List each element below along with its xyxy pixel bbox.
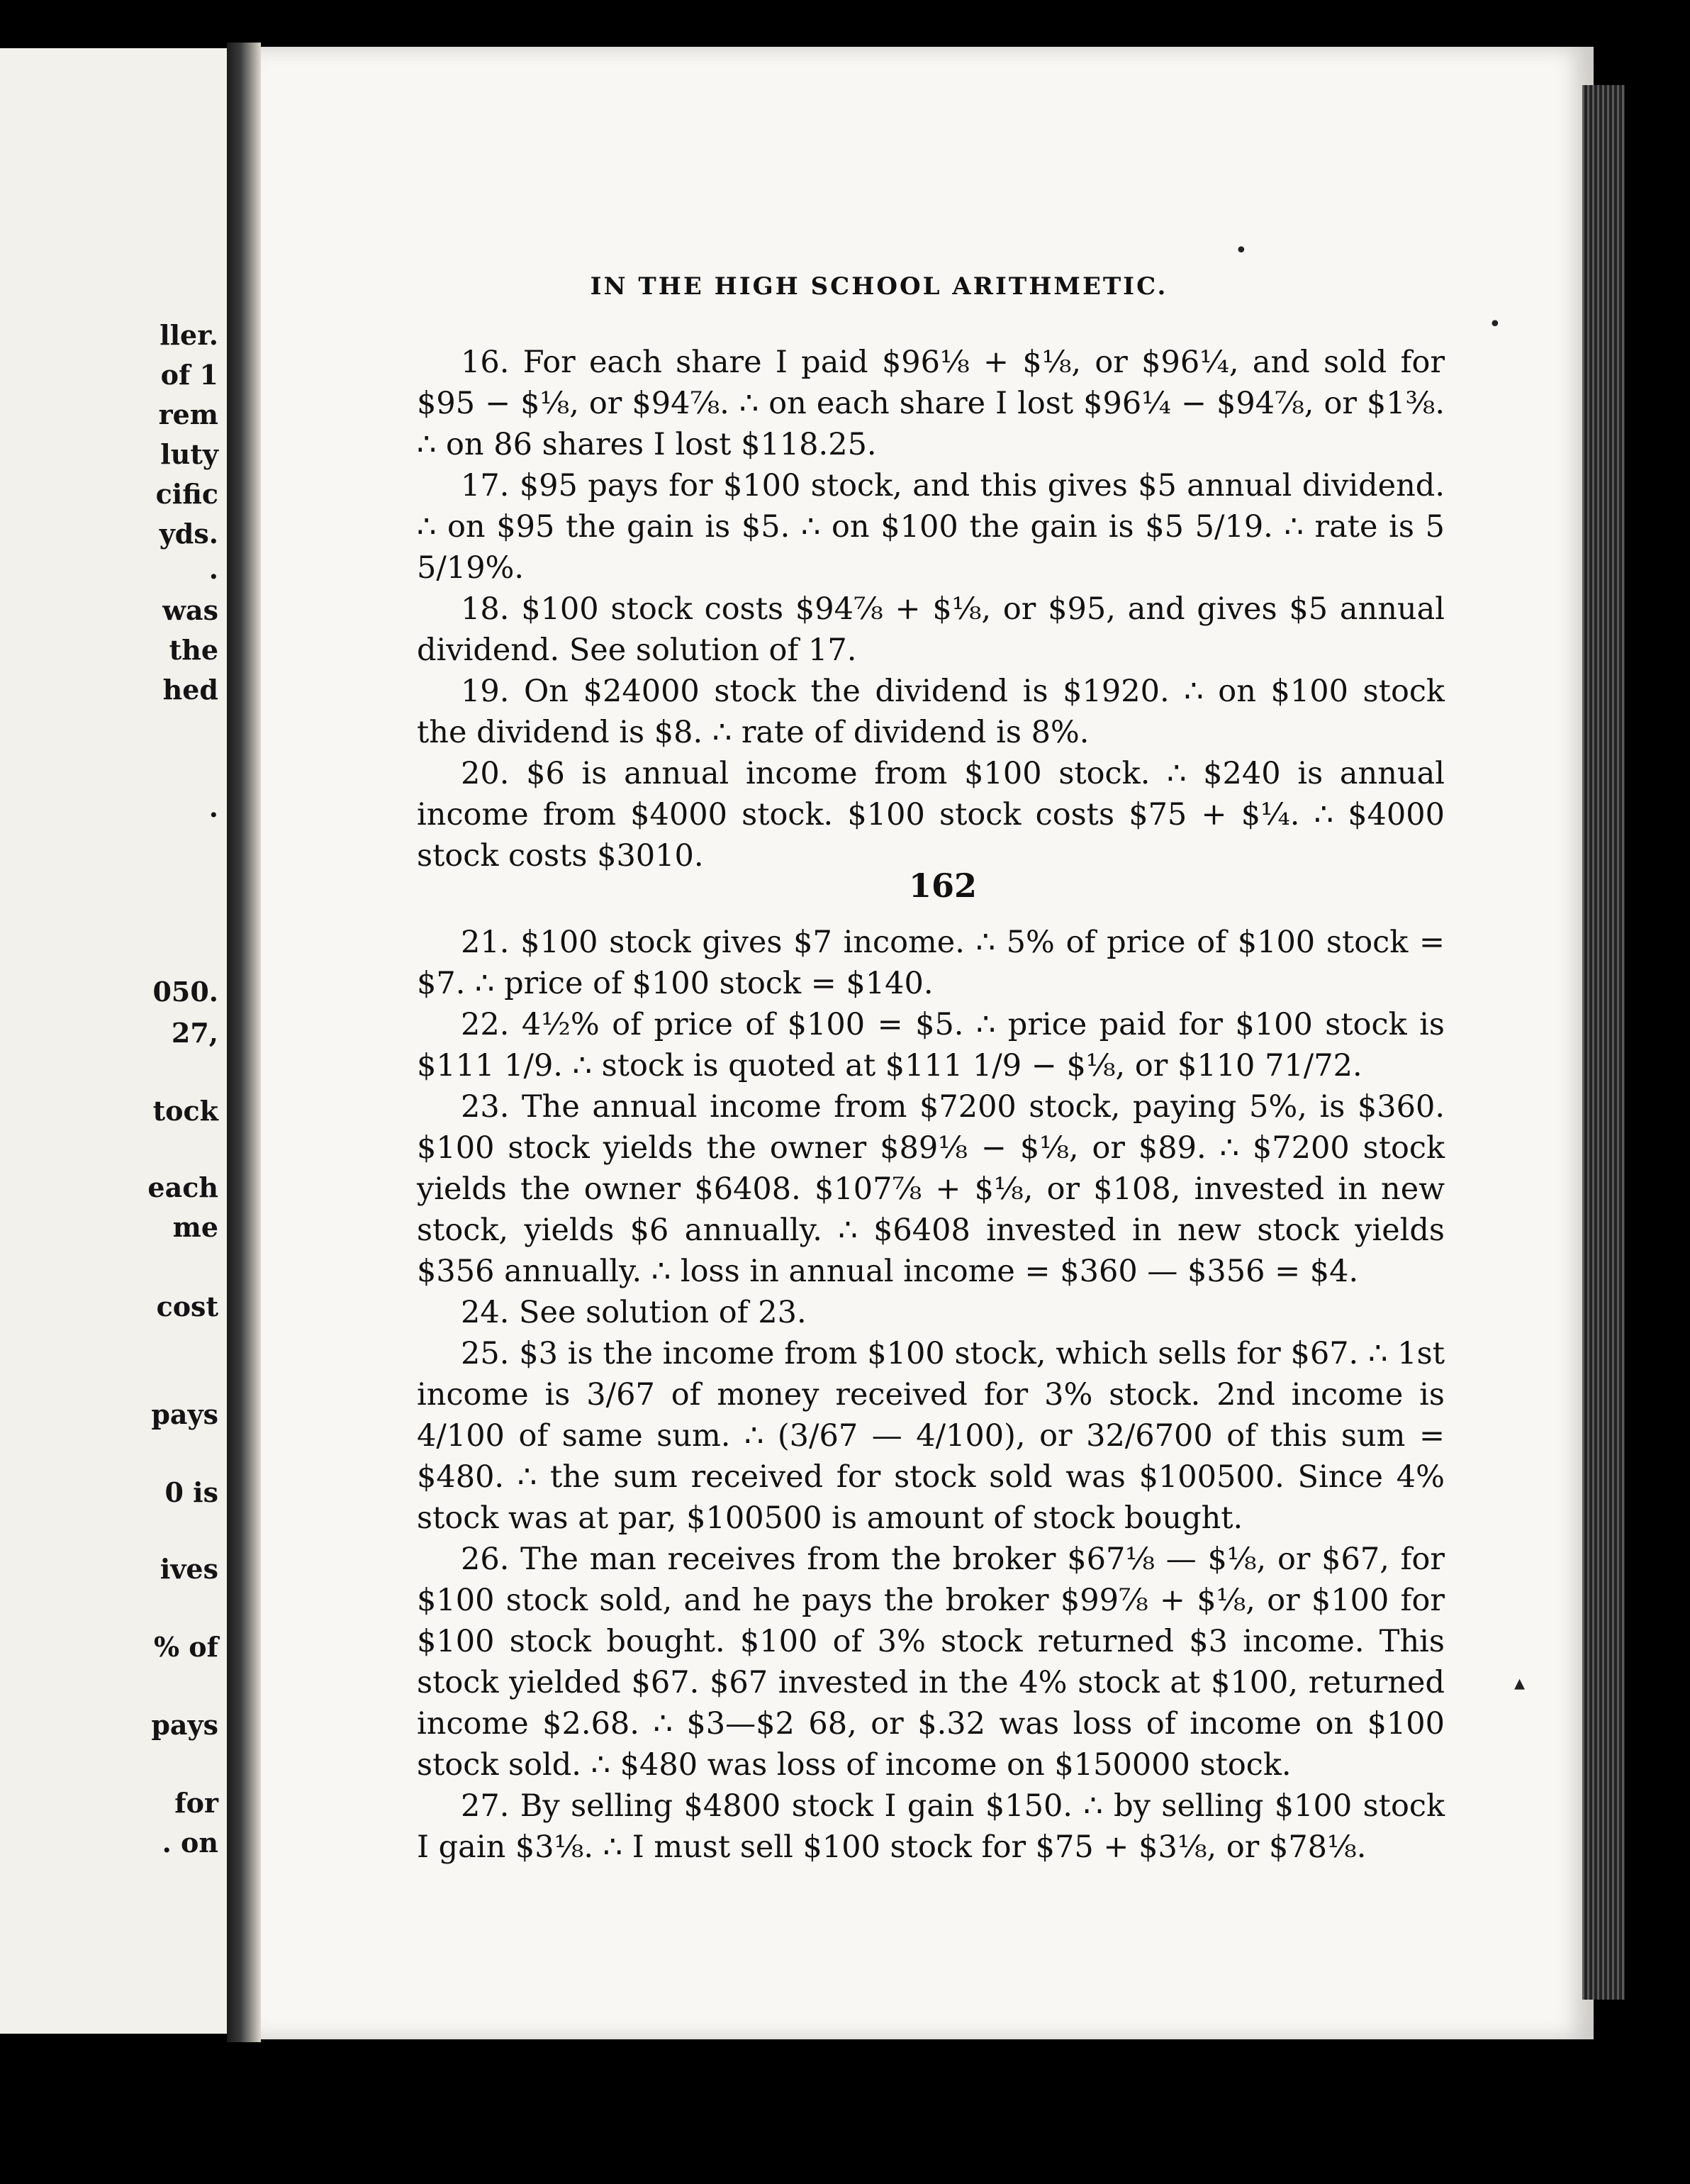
solution-paragraph: 24. See solution of 23. (461, 1295, 807, 1330)
left-fragment-line: 27, (171, 1017, 218, 1049)
left-fragment-line: % of (153, 1631, 218, 1663)
solution-paragraph: 19. On $24000 stock the dividend is $1920. ∴ on $100 stock the dividend is $8. ∴ rate of dividend is 8%. (417, 674, 1445, 750)
solution-paragraph: 16. For each share I paid $96⅛ + $⅛, or $96¼, and sold for $95 − $⅛, or $94⅞. ∴ on each share I lost $96¼ − $94⅞, or $1⅜. ∴ on 86 shares I lost $118.25. (417, 345, 1445, 462)
solution-paragraph: 23. The annual income from $7200 stock, paying 5%, is $360. $100 stock yields the owner $89⅛ − $⅛, or $89. ∴ $7200 stock yields the owner $6408. $107⅞ + $⅛, or $108, invested in new stock, yields $6 annually. ∴ $6408 invested in new stock yields $356 annually. ∴ loss in annual income = $360 — $356 = $4. (417, 1089, 1445, 1289)
solution-paragraph: 17. $95 pays for $100 stock, and this gives $5 annual dividend. ∴ on $95 the gain is $5. ∴ on $100 the gain is $5 5/19. ∴ rate is 5 5/19%. (417, 468, 1445, 586)
solution-paragraph: 21. $100 stock gives $7 income. ∴ 5% of price of $100 stock = $7. ∴ price of $100 stock = $140. (417, 925, 1445, 1001)
left-fragment-line: 050. (152, 976, 218, 1008)
speck-mark: ▴ (1514, 1671, 1526, 1695)
left-fragment-line: pays (151, 1398, 218, 1430)
left-fragment-line: . on (162, 1827, 218, 1859)
solution-paragraph: 20. $6 is annual income from $100 stock. ∴ $240 is annual income from $4000 stock. $100 stock costs $75 + $¼. ∴ $4000 stock costs $3010. (417, 756, 1445, 874)
left-fragment-line: yds. (159, 518, 218, 550)
left-fragment-line: pays (151, 1709, 218, 1741)
solution-paragraph: 18. $100 stock costs $94⅞ + $⅛, or $95, and gives $5 annual dividend. See solution of 17. (417, 591, 1445, 668)
left-fragment-line: me (172, 1211, 218, 1243)
page-number: 162 (908, 867, 978, 905)
left-page-fragment (0, 48, 230, 2034)
left-fragment-line: ller. (160, 319, 218, 351)
solution-paragraph: 25. $3 is the income from $100 stock, which sells for $67. ∴ 1st income is 3/67 of money received for 3% stock. 2nd income is 4/100 of same sum. ∴ (3/67 — 4/100), or 32/6700 of this sum = $480. ∴ the sum received for stock sold was $100500. Since 4% stock was at par, $100500 is amount of stock bought. (417, 1336, 1445, 1536)
left-fragment-line: tock (152, 1095, 218, 1127)
left-fragment-line: hed (162, 674, 218, 706)
left-fragment-line: each (147, 1171, 218, 1203)
left-fragment-line: of 1 (160, 359, 218, 391)
running-head: IN THE HIGH SCHOOL ARITHMETIC. (590, 272, 1168, 301)
left-fragment-line: . (208, 553, 218, 585)
page-edge-shadow (1582, 85, 1625, 2000)
left-fragment-line: for (174, 1787, 218, 1819)
left-fragment-line: luty (160, 438, 218, 470)
speck-mark: • (1235, 238, 1248, 263)
left-fragment-line: cific (155, 478, 218, 510)
left-fragment-line: was (162, 594, 218, 626)
solution-paragraph: 26. The man receives from the broker $67⅛ — $⅛, or $67, for $100 stock sold, and he pays the broker $99⅞ + $⅛, or $100 for $100 stock bought. $100 of 3% stock returned $3 income. This stock yielded $67. $67 invested in the 4% stock at $100, returned income $2.68. ∴ $3—$2 68, or $.32 was loss of income on $100 stock sold. ∴ $480 was loss of income on $150000 stock. (417, 1542, 1445, 1783)
left-fragment-line: . (208, 791, 218, 823)
left-fragment-line: cost (156, 1291, 218, 1322)
left-fragment-line: ives (160, 1553, 218, 1585)
book-gutter (227, 43, 261, 2042)
left-fragment-line: 0 is (164, 1476, 218, 1508)
solutions-21-27 (417, 922, 1445, 1868)
solution-paragraph: 22. 4½% of price of $100 = $5. ∴ price paid for $100 stock is $111 1/9. ∴ stock is quoted at $111 1/9 − $⅛, or $110 71/72. (417, 1007, 1445, 1083)
speck-mark: • (1489, 312, 1501, 337)
left-fragment-line: rem (158, 399, 218, 430)
solutions-16-20 (417, 342, 1445, 876)
solution-paragraph: 27. By selling $4800 stock I gain $150. ∴ by selling $100 stock I gain $3⅛. ∴ I must sell $100 stock for $75 + $3⅛, or $78⅛. (417, 1788, 1445, 1865)
left-fragment-line: the (169, 634, 218, 666)
